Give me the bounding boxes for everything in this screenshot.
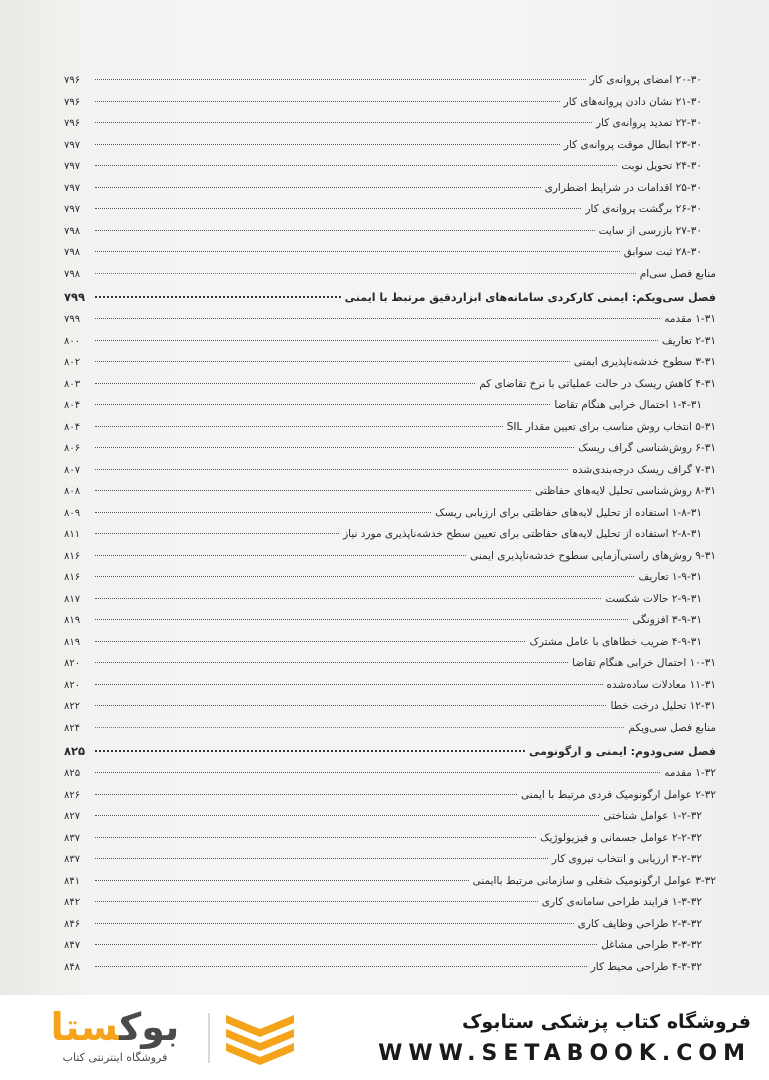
toc-dot-leader [95, 598, 601, 599]
toc-entry-title: ۲-۳-۳۲ طراحی وظایف کاری [577, 917, 702, 930]
toc-entry-title: ۲۰-۳۰ امضای پروانه‌ی کار [589, 74, 702, 86]
toc-page-number: ۷۹۹ [64, 314, 81, 325]
toc-entry [64, 935, 716, 957]
toc-dot-leader [95, 251, 620, 252]
toc-dot-leader [95, 296, 341, 298]
toc-entry [64, 763, 716, 785]
toc-entry [64, 718, 716, 740]
toc-entry-title: ۲۵-۳۰ اقدامات در شرایط اضطراری [544, 181, 702, 194]
store-logo-wordmark [30, 1005, 200, 1049]
book-chevron-logo-icon [222, 1009, 298, 1067]
toc-dot-leader [95, 576, 634, 577]
logo-subtitle: فروشگاه اینترنتی کتاب [62, 1051, 168, 1064]
toc-entry-title: فصل سی‌ویکم: ایمنی کارکردی سامانه‌های ابزاردقیق مرتبط با ایمنی [344, 291, 716, 304]
toc-dot-leader [95, 555, 466, 556]
toc-entry [64, 221, 716, 243]
toc-entry [64, 914, 716, 936]
toc-entry [64, 199, 716, 221]
toc-dot-leader [95, 404, 550, 405]
toc-entry-title: ۲۳-۳۰ ابطال موقت پروانه‌ی کار [563, 138, 702, 151]
toc-entry-title: منابع فصل سی‌ام [639, 267, 716, 280]
toc-dot-leader [95, 944, 597, 945]
toc-dot-leader [95, 966, 587, 967]
toc-entry-title: ۳-۳۲ عوامل ارگونومیک شغلی و سازمانی مرتبط باایمنی [472, 874, 716, 887]
toc-entry [64, 352, 716, 374]
toc-page-number: ۸۰۶ [64, 443, 81, 454]
toc-dot-leader [95, 447, 574, 448]
toc-dot-leader [95, 815, 599, 816]
toc-page-number: ۸۲۵ [64, 768, 81, 779]
toc-dot-leader [95, 901, 538, 902]
toc-entry-title: ۱-۳-۳۲ فرایند طراحی سامانه‌ی کاری [541, 896, 702, 908]
toc-dot-leader [95, 79, 586, 80]
toc-entry [64, 374, 716, 396]
toc-page-number: ۸۲۵ [64, 744, 86, 758]
toc-entry [64, 892, 716, 914]
toc-dot-leader [95, 923, 574, 924]
toc-entry [64, 675, 716, 697]
toc-page-number: ۷۹۶ [64, 118, 81, 129]
toc-entry-title: ۲۴-۳۰ تحویل نوبت [621, 160, 702, 172]
toc-entry-title: ۳-۳۱ سطوح خدشه‌ناپذیری ایمنی [573, 356, 716, 368]
toc-page-number: ۸۱۶ [64, 550, 81, 562]
toc-dot-leader [95, 361, 570, 362]
toc-dot-leader [95, 426, 503, 427]
toc-dot-leader [95, 880, 469, 881]
toc-page-number: ۸۰۹ [64, 507, 81, 519]
toc-entry [64, 395, 716, 417]
toc-entry [64, 785, 716, 807]
toc-entry-title: ۴-۳۱ کاهش ریسک در حالت عملیاتی با نرخ تقاضای کم [479, 377, 716, 390]
toc-chapter-heading [64, 285, 716, 309]
toc-entry [64, 567, 716, 589]
toc-entry-title: ۲۶-۳۰ برگشت پروانه‌ی کار [585, 203, 702, 215]
toc-entry [64, 589, 716, 611]
toc-page-number: ۷۹۸ [64, 268, 81, 280]
toc-entry-title: ۱-۸-۳۱ استفاده از تحلیل لایه‌های حفاظتی برای ارزیابی ریسک [435, 506, 702, 519]
toc-page-number: ۸۰۴ [64, 421, 81, 433]
toc-page-number: ۸۱۹ [64, 636, 81, 648]
toc-entry-title: ۱۲-۳۱ تحلیل درخت خطا [610, 700, 716, 712]
toc-entry-title: ۲-۹-۳۱ حالات شکست [605, 592, 702, 605]
toc-page-number: ۸۲۰ [64, 658, 81, 669]
toc-entry-title: ۲۷-۳۰ بازرسی از سایت [598, 224, 702, 237]
toc-entry [64, 70, 716, 92]
toc-page-number: ۸۱۱ [64, 529, 81, 540]
toc-dot-leader [95, 684, 603, 685]
toc-dot-leader [95, 101, 560, 102]
toc-page-number: ۷۹۸ [64, 225, 81, 237]
toc-entry [64, 113, 716, 135]
toc-dot-leader [95, 512, 431, 513]
toc-page-number: ۷۹۷ [64, 139, 81, 151]
toc-entry [64, 309, 716, 331]
toc-dot-leader [95, 318, 660, 319]
toc-entry-title: ۲-۳۱ تعاریف [661, 334, 716, 347]
toc-page-number: ۸۲۴ [64, 722, 81, 734]
toc-entry [64, 242, 716, 264]
toc-dot-leader [95, 144, 560, 145]
toc-page-number: ۸۰۷ [64, 464, 81, 476]
toc-dot-leader [95, 187, 541, 188]
toc-entry [64, 264, 716, 286]
toc-entry-title: ۲-۸-۳۱ استفاده از تحلیل لایه‌های حفاظتی برای تعیین سطح خدشه‌ناپذیری مورد نیاز [343, 528, 702, 540]
toc-entry-title: ۵-۳۱ انتخاب روش مناسب برای تعیین مقدار SIL [506, 420, 716, 433]
toc-entry-title: ۳-۳-۳۲ طراحی مشاغل [601, 939, 702, 951]
toc-page-number: ۸۲۷ [64, 811, 81, 822]
toc-entry [64, 828, 716, 850]
toc-entry [64, 653, 716, 675]
toc-page-number: ۸۰۰ [64, 335, 81, 347]
toc-dot-leader [95, 490, 531, 491]
toc-entry-title: ۱-۲-۳۲ عوامل شناختی [603, 810, 702, 822]
toc-page-number: ۷۹۶ [64, 96, 81, 108]
toc-dot-leader [95, 705, 606, 706]
toc-entry [64, 871, 716, 893]
toc-entry-title: ۲۱-۳۰ نشان دادن پروانه‌های کار [563, 95, 702, 108]
toc-page-number: ۸۰۳ [64, 378, 81, 390]
logo-divider [208, 1013, 210, 1063]
toc-dot-leader [95, 340, 658, 341]
toc-page-number: ۸۴۸ [64, 961, 81, 973]
toc-entry [64, 503, 716, 525]
toc-page-number: ۸۲۰ [64, 679, 81, 691]
toc-dot-leader [95, 727, 624, 728]
toc-dot-leader [95, 662, 568, 663]
toc-entry-title: ۲۲-۳۰ تمدید پروانه‌ی کار [595, 117, 702, 129]
toc-page-number: ۷۹۷ [64, 204, 81, 215]
toc-entry-title: ۹-۳۱ روش‌های راستی‌آزمایی سطوح خدشه‌ناپذیری ایمنی [470, 549, 716, 562]
toc-entry [64, 460, 716, 482]
toc-entry-title: ۱۰-۳۱ احتمال خرابی هنگام تقاضا [572, 657, 716, 669]
toc-chapter-heading [64, 739, 716, 763]
toc-entry-title: ۳-۲-۳۲ ارزیابی و انتخاب نیروی کار [551, 853, 702, 865]
logo-wordmark-main: ستا [50, 1005, 120, 1049]
toc-entry [64, 610, 716, 632]
toc-page-number: ۸۴۷ [64, 940, 81, 951]
toc-page-number: ۸۱۹ [64, 615, 81, 626]
toc-entry-title: ۴-۹-۳۱ ضریب خطاهای با عامل مشترک [529, 635, 702, 648]
toc-entry [64, 331, 716, 353]
toc-dot-leader [95, 772, 660, 773]
toc-entry-title: ۱-۴-۳۱ احتمال خرابی هنگام تقاضا [554, 399, 702, 411]
toc-entry-title: منابع فصل سی‌ویکم [628, 721, 716, 734]
toc-entry-title: ۱-۳۱ مقدمه [664, 313, 716, 325]
toc-dot-leader [95, 230, 595, 231]
toc-dot-leader [95, 122, 592, 123]
toc-dot-leader [95, 837, 536, 838]
toc-dot-leader [95, 641, 525, 642]
toc-entry-title: ۴-۳-۳۲ طراحی محیط کار [590, 960, 702, 973]
toc-page-number: ۸۴۶ [64, 918, 81, 930]
toc-entry [64, 524, 716, 546]
toc-entry-title: ۳-۹-۳۱ افزونگی [632, 614, 702, 626]
toc-entry [64, 481, 716, 503]
toc-entry-title: ۲-۲-۳۲ عوامل جسمانی و فیزیولوژیک [540, 831, 702, 844]
store-url: WWW.SETABOOK.COM [378, 1041, 751, 1066]
toc-dot-leader [95, 858, 548, 859]
toc-dot-leader [95, 619, 628, 620]
toc-page-number: ۸۲۲ [64, 701, 81, 712]
toc-dot-leader [95, 273, 636, 274]
toc-entry-title: ۶-۳۱ روش‌شناسی گراف ریسک [578, 442, 716, 454]
toc-entry [64, 632, 716, 654]
toc-dot-leader [95, 383, 475, 384]
toc-page-number: ۸۰۲ [64, 357, 81, 368]
toc-entry [64, 135, 716, 157]
toc-entry [64, 92, 716, 114]
toc-entry [64, 849, 716, 871]
toc-page-number: ۸۴۱ [64, 875, 81, 887]
toc-page-number: ۷۹۷ [64, 182, 81, 194]
toc-dot-leader [95, 750, 525, 752]
store-name: فروشگاه کتاب پزشکی ستابوک [461, 1011, 751, 1033]
toc-dot-leader [95, 165, 617, 166]
toc-dot-leader [95, 794, 517, 795]
toc-entry-title: ۱۱-۳۱ معادلات ساده‌شده [606, 678, 716, 691]
toc-page-number: ۸۰۸ [64, 486, 81, 497]
toc-page-number: ۸۱۷ [64, 593, 81, 605]
toc-page-number: ۸۱۶ [64, 572, 81, 583]
toc-entry-title: ۱-۳۲ مقدمه [664, 767, 716, 779]
toc-entry [64, 156, 716, 178]
toc-page-number: ۸۲۶ [64, 789, 81, 801]
toc-entry-title: فصل سی‌ودوم: ایمنی و ارگونومی [529, 745, 716, 758]
toc-entry [64, 438, 716, 460]
table-of-contents [64, 70, 716, 978]
toc-page-number: ۸۳۷ [64, 832, 81, 844]
toc-dot-leader [95, 208, 581, 209]
toc-page-number: ۷۹۸ [64, 247, 81, 258]
toc-entry [64, 696, 716, 718]
toc-entry [64, 417, 716, 439]
toc-entry-title: ۱-۹-۳۱ تعاریف [638, 571, 702, 583]
toc-entry [64, 957, 716, 979]
toc-page-number: ۷۹۶ [64, 75, 81, 86]
logo-wordmark-accent: بوک [119, 1005, 180, 1049]
toc-entry-title: ۲-۳۲ عوامل ارگونومیک فردی مرتبط با ایمنی [520, 788, 716, 801]
toc-page-number: ۸۴۲ [64, 897, 81, 908]
toc-page-number: ۸۰۴ [64, 400, 81, 411]
toc-dot-leader [95, 533, 339, 534]
toc-page-number: ۷۹۹ [64, 290, 86, 304]
toc-entry-title: ۲۸-۳۰ ثبت سوابق [623, 246, 702, 258]
toc-entry-title: ۸-۳۱ روش‌شناسی تحلیل لایه‌های حفاظتی [535, 485, 716, 497]
toc-entry-title: ۷-۳۱ گراف ریسک درجه‌بندی‌شده [572, 463, 716, 476]
toc-page-number: ۸۳۷ [64, 854, 81, 865]
toc-entry [64, 546, 716, 568]
store-footer-banner [0, 995, 769, 1080]
toc-entry [64, 178, 716, 200]
toc-page-number: ۷۹۷ [64, 161, 81, 172]
toc-entry [64, 806, 716, 828]
toc-dot-leader [95, 469, 568, 470]
